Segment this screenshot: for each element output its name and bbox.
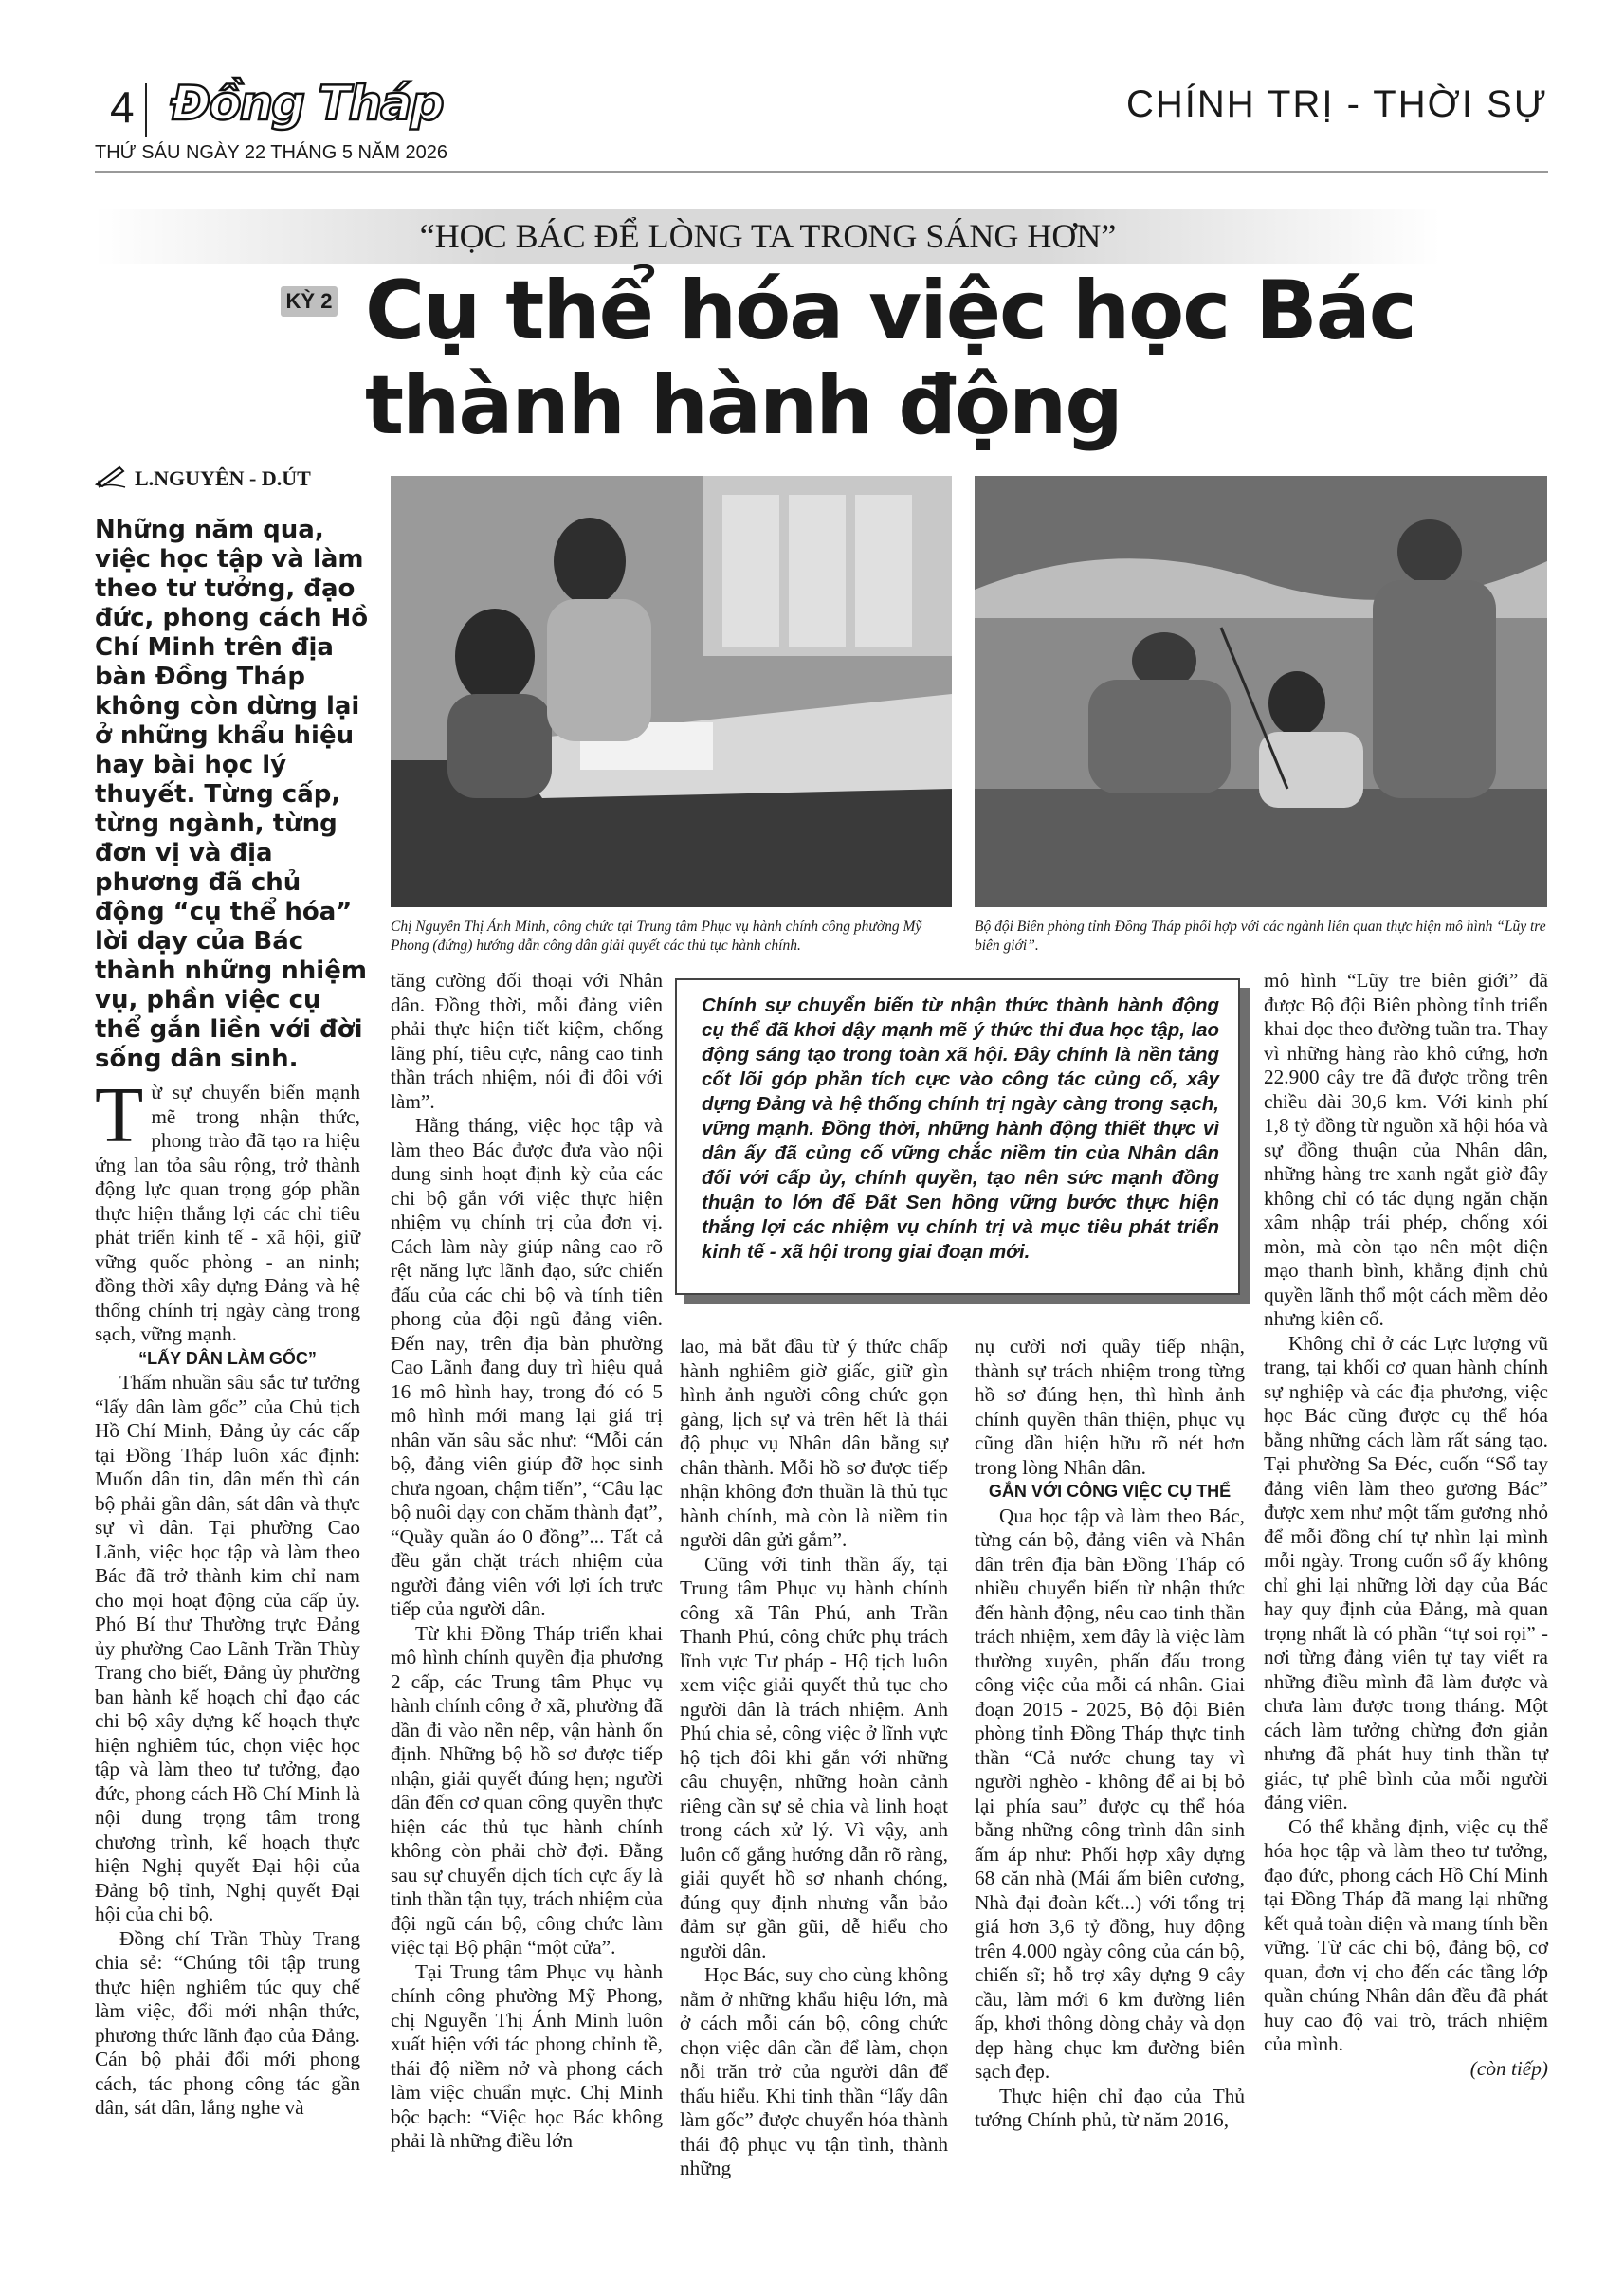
body-column-5 xyxy=(1264,969,1548,2081)
drop-cap: T xyxy=(95,1071,144,1159)
paragraph: tăng cường đối thoại với Nhân dân. Đồng thời, mỗi đảng viên phải thực hiện tiết kiệm, chống lãng phí, tiêu cực, nâng cao tinh thần trách nhiệm, nói đi đôi với làm”. xyxy=(391,969,663,1113)
body-column-2 xyxy=(391,969,663,2154)
subheading: GẮN VỚI CÔNG VIỆC CỤ THỂ xyxy=(988,1482,1232,1501)
paragraph: Tại Trung tâm Phục vụ hành chính công phường Mỹ Phong, chị Nguyễn Thị Ánh Minh luôn xuất hiện với tác phong chỉnh tề, thái độ niềm nở và phong cách làm việc chuẩn mực. Chị Minh bộc bạch: “Việc học Bác không phải là những điều lớn xyxy=(391,1959,663,2152)
pull-quote-box xyxy=(675,978,1240,1295)
section-title: CHÍNH TRỊ - THỜI SỰ xyxy=(1126,83,1548,125)
page-number: 4 xyxy=(110,82,135,132)
header-divider xyxy=(145,83,147,137)
to-be-continued: (còn tiếp) xyxy=(1469,2056,1548,2080)
body-column-1 xyxy=(95,1071,360,2121)
issue-date: THỨ SÁU NGÀY 22 THÁNG 5 NĂM 2026 xyxy=(95,142,448,163)
paragraph: Đồng chí Trần Thùy Trang chia sẻ: “Chúng tôi tập trung thực hiện nghiêm túc quy chế làm việc, đổi mới nhận thức, phương thức lãnh đạo của Đảng. Cán bộ phải đổi mới phong cách, tác phong công tác gần dân, sát dân, lắng nghe và xyxy=(95,1926,360,2119)
pen-icon xyxy=(95,464,127,488)
paragraph: Không chỉ ở các Lực lượng vũ trang, tại khối cơ quan hành chính sự nghiệp và các địa phương, việc học Bác cũng được cụ thể hóa bằng những cách làm rất sáng tạo. Tại phường Sa Đéc, cuốn “Sổ tay đảng viên làm theo gương Bác” được xem như một tấm gương nhỏ để mỗi đồng chí tự nhìn lại mình mỗi ngày. Trong cuốn sổ ấy không chỉ ghi lại những lời dạy của Bác hay quy định của Đảng, mà quan trọng nhất là có phần “tự soi rọi” - nơi từng đảng viên tự tay viết ra những điều mình đã làm được và chưa làm được trong tháng. Một cách làm tưởng chừng đơn giản nhưng đã phát huy tinh thần tự giác, tự phê bình của mỗi người đảng viên. xyxy=(1264,1331,1548,1813)
paragraph: Qua học tập và làm theo Bác, từng cán bộ, đảng viên và Nhân dân trên địa bàn Đồng Tháp có nhiều chuyển biến từ nhận thức đến hành động, nêu cao tinh thần trách nhiệm, xem đây là việc làm thường xuyên, phấn đấu trong công việc của mỗi cá nhân. Giai đoạn 2015 - 2025, Bộ đội Biên phòng tỉnh Đồng Tháp thực tinh thần “Cả nước chung tay vì người nghèo - không để ai bị bỏ lại phía sau” được cụ thể hóa bằng những công trình dân sinh ấm áp như: Phối hợp xây dựng 68 căn nhà (Mái ấm biên cương, Nhà đại đoàn kết...) với tổng trị giá hơn 3,6 tỷ đồng, huy động trên 4.000 ngày công của cán bộ, chiến sĩ; hỗ trợ xây dựng 9 cây cầu, làm mới 6 km đường liên ấp, khơi thông dòng chảy và dọn dẹp hàng chục km đường biên sạch đẹp. xyxy=(975,1503,1245,2083)
paragraph: Có thể khẳng định, việc cụ thể hóa học tập và làm theo tư tưởng, đạo đức, phong cách Hồ Chí Minh tại Đồng Tháp đã mang lại những kết quả toàn diện và mang tính bền vững. Từ các chi bộ, đảng bộ, cơ quan, đơn vị cho đến các tầng lớp quần chúng Nhân dân đều đã phát huy cao độ vai trò, trách nhiệm của mình. xyxy=(1264,1814,1548,2055)
paragraph: Cũng với tinh thần ấy, tại Trung tâm Phục vụ hành chính công xã Tân Phú, anh Trần Thanh Phú, công chức phụ trách lĩnh vực Tư pháp - Hộ tịch luôn xem việc giải quyết thủ tục cho người dân là trách nhiệm. Anh Phú chia sẻ, công việc ở lĩnh vực hộ tịch đôi khi gắn với những câu chuyện, những hoàn cảnh riêng cần sự sẻ chia và linh hoạt trong cách xử lý. Vì vậy, anh luôn cố gắng hướng dẫn rõ ràng, giải quyết hồ sơ nhanh chóng, đúng quy định nhưng vẫn bảo đảm sự gần gũi, dễ hiểu cho người dân. xyxy=(680,1552,948,1962)
paragraph: Từ khi Đồng Tháp triển khai mô hình chính quyền địa phương 2 cấp, các Trung tâm Phục vụ hành chính công ở xã, phường đã dần đi vào nền nếp, vận hành ổn định. Những bộ hồ sơ được tiếp nhận, giải quyết đúng hẹn; người dân đến cơ quan công quyền thực hiện các thủ tục hành chính không còn phải chờ đợi. Đằng sau sự chuyển dịch tích cực ấy là tinh thần tận tụy, trách nhiệm của đội ngũ cán bộ, công chức làm việc tại Bộ phận “một cửa”. xyxy=(391,1621,663,1959)
photo-caption-1: Chị Nguyễn Thị Ánh Minh, công chức tại Trung tâm Phục vụ hành chính công phường Mỹ Phong (đứng) hướng dẫn công dân giải quyết các thủ tục hành chính. xyxy=(391,919,922,954)
lead-paragraph: Những năm qua, việc học tập và làm theo tư tưởng, đạo đức, phong cách Hồ Chí Minh trên địa bàn Đồng Tháp không còn dừng lại ở những khẩu hiệu hay bài học lý thuyết. Từng cấp, từng ngành, từng đơn vị và địa phương đã chủ động “cụ thể hóa” lời dạy của Bác thành những nhiệm vụ, phần việc cụ thể gắn liền với đời sống dân sinh. xyxy=(95,516,369,1073)
series-kicker-text: “HỌC BÁC ĐỂ LÒNG TA TRONG SÁNG HƠN” xyxy=(419,217,1117,255)
headline-line-2: thành hành động xyxy=(365,358,1122,453)
paragraph: Hằng tháng, việc học tập và làm theo Bác được đưa vào nội dung sinh hoạt định kỳ của các chi bộ gắn với việc thực hiện nhiệm vụ chính trị của đơn vị. Cách làm này giúp nâng cao rõ rệt năng lực lãnh đạo, sức chiến đấu của các chi bộ và tính tiên phong của đội ngũ đảng viên. Đến nay, trên địa bàn phường Cao Lãnh đang duy trì hiệu quả 16 mô hình hay, trong đó có 5 mô hình mới mang lại giá trị nhân văn sâu sắc như: “Mỗi cán bộ, đảng viên giúp đỡ học sinh chưa ngoan, chậm tiến”, “Câu lạc bộ nuôi dạy con chăm thành đạt”, “Quầy quần áo 0 đồng”... Tất cả đều gắn chặt trách nhiệm của người đảng viên với lợi ích trực tiếp của người dân. xyxy=(391,1114,663,1620)
photo-caption-2: Bộ đội Biên phòng tỉnh Đồng Tháp phối hợp với các ngành liên quan thực hiện mô hình “Lũy tre biên giới”. xyxy=(975,919,1546,954)
paragraph: Thực hiện chỉ đạo của Thủ tướng Chính phủ, từ năm 2016, xyxy=(975,2084,1245,2131)
paragraph: mô hình “Lũy tre biên giới” đã được Bộ đội Biên phòng tỉnh triển khai dọc theo đường tuần tra. Thay vì những hàng rào khô cứng, hơn 22.900 cây tre đã được trồng trên chiều dài 30,6 km. Với kinh phí 1,8 tỷ đồng từ nguồn xã hội hóa và sự đồng thuận của Nhân dân, những hàng tre xanh ngắt giờ đây không chỉ có tác dụng ngăn chặn xâm nhập trái phép, chống xói mòn, mà còn tạo nên một diện mạo thanh bình, khẳng định chủ quyền lãnh thổ một cách mềm dẻo nhưng kiên cố. xyxy=(1264,969,1548,1330)
byline: L.NGUYÊN - D.ÚT xyxy=(135,466,311,490)
series-kicker xyxy=(95,209,1441,264)
photo-border-guard-planting xyxy=(975,476,1547,907)
body-column-3 xyxy=(680,1335,948,2181)
subheading: “LẤY DÂN LÀM GỐC” xyxy=(138,1348,317,1368)
paragraph: lao, mà bắt đầu từ ý thức chấp hành nghiêm giờ giấc, giữ gìn hình ảnh người công chức gọn gàng, lịch sự và trên hết là thái độ phục vụ Nhân dân bằng sự chân thành. Mỗi hồ sơ được tiếp nhận không đơn thuần là thủ tục hành chính, mà còn là niềm tin người dân gửi gắm”. xyxy=(680,1335,948,1551)
headline-line-1: Cụ thể hóa việc học Bác xyxy=(365,264,1415,358)
body-column-4 xyxy=(975,1335,1245,2133)
paragraph: Thấm nhuần sâu sắc tư tưởng “lấy dân làm gốc” của Chủ tịch Hồ Chí Minh, Đảng ủy các cấp tại Đồng Tháp luôn xác định: Muốn dân tin, dân mến thì cán bộ phải gần dân, sát dân và thực sự vì dân. Tại phường Cao Lãnh, việc học tập và làm theo Bác đã trở thành kim chỉ nam cho mọi hoạt động của cấp ủy. Phó Bí thư Thường trực Đảng ủy phường Cao Lãnh Trần Thùy Trang cho biết, Đảng ủy phường ban hành kế hoạch chỉ đạo các chi bộ xây dựng kế hoạch thực hiện nghiêm túc, chọn việc học tập và làm theo tư tưởng, đạo đức, phong cách Hồ Chí Minh là nội dung trọng tâm trong chương trình, kế hoạch thực hiện Nghị quyết Đại hội của Đảng bộ tỉnh, Nghị quyết Đại hội của chi bộ. xyxy=(95,1371,360,1925)
header-rule xyxy=(95,171,1548,173)
paragraph: nụ cười nơi quầy tiếp nhận, thành sự trách nhiệm trong từng hồ sơ đúng hẹn, thì hình ảnh chính quyền thân thiện, phục vụ cũng dần hiện hữu rõ nét hơn trong lòng Nhân dân. xyxy=(975,1335,1245,1479)
headline xyxy=(365,264,1503,453)
pull-quote-text: Chính sự chuyển biến từ nhận thức thành hành động cụ thể đã khơi dậy mạnh mẽ ý thức thi đua học tập, lao động sáng tạo trong toàn xã hội. Đây chính là nền tảng cốt lõi góp phần tích cực vào công tác củng cố, xây dựng Đảng và hệ thống chính trị ngày càng trong sạch, vững mạnh. Đồng thời, những hành động thiết thực vì dân ấy đã củng cố vững chắc niềm tin của Nhân dân đối với cấp ủy, chính quyền, tạo nên sức mạnh đồng thuận to lớn để Đất Sen hồng vững bước thực hiện thắng lợi các nhiệm vụ chính trị và mục tiêu phát triển kinh tế - xã hội trong giai đoạn mới. xyxy=(702,994,1219,1263)
paragraph: ừ sự chuyển biến mạnh mẽ trong nhận thức, phong trào đã tạo ra hiệu ứng lan tỏa sâu rộng, trở thành động lực quan trọng góp phần thực hiện thắng lợi các chỉ tiêu phát triển kinh tế - xã hội, giữ vững quốc phòng - an ninh; đồng thời xây dựng Đảng và hệ thống chính trị ngày càng trong sạch, vững mạnh. xyxy=(95,1081,360,1345)
series-badge: KỲ 2 xyxy=(281,286,338,317)
masthead-logo: Đồng Tháp xyxy=(171,76,443,131)
photo-service-center xyxy=(391,476,952,907)
paragraph: Học Bác, suy cho cùng không nằm ở những khẩu hiệu lớn, mà ở cách mỗi cán bộ, công chức chọn việc dân cần để làm, chọn nỗi trăn trở của người dân để thấu hiểu. Khi tinh thần “lấy dân làm gốc” được chuyển hóa thành thái độ phục vụ tận tình, thành những xyxy=(680,1963,948,2179)
